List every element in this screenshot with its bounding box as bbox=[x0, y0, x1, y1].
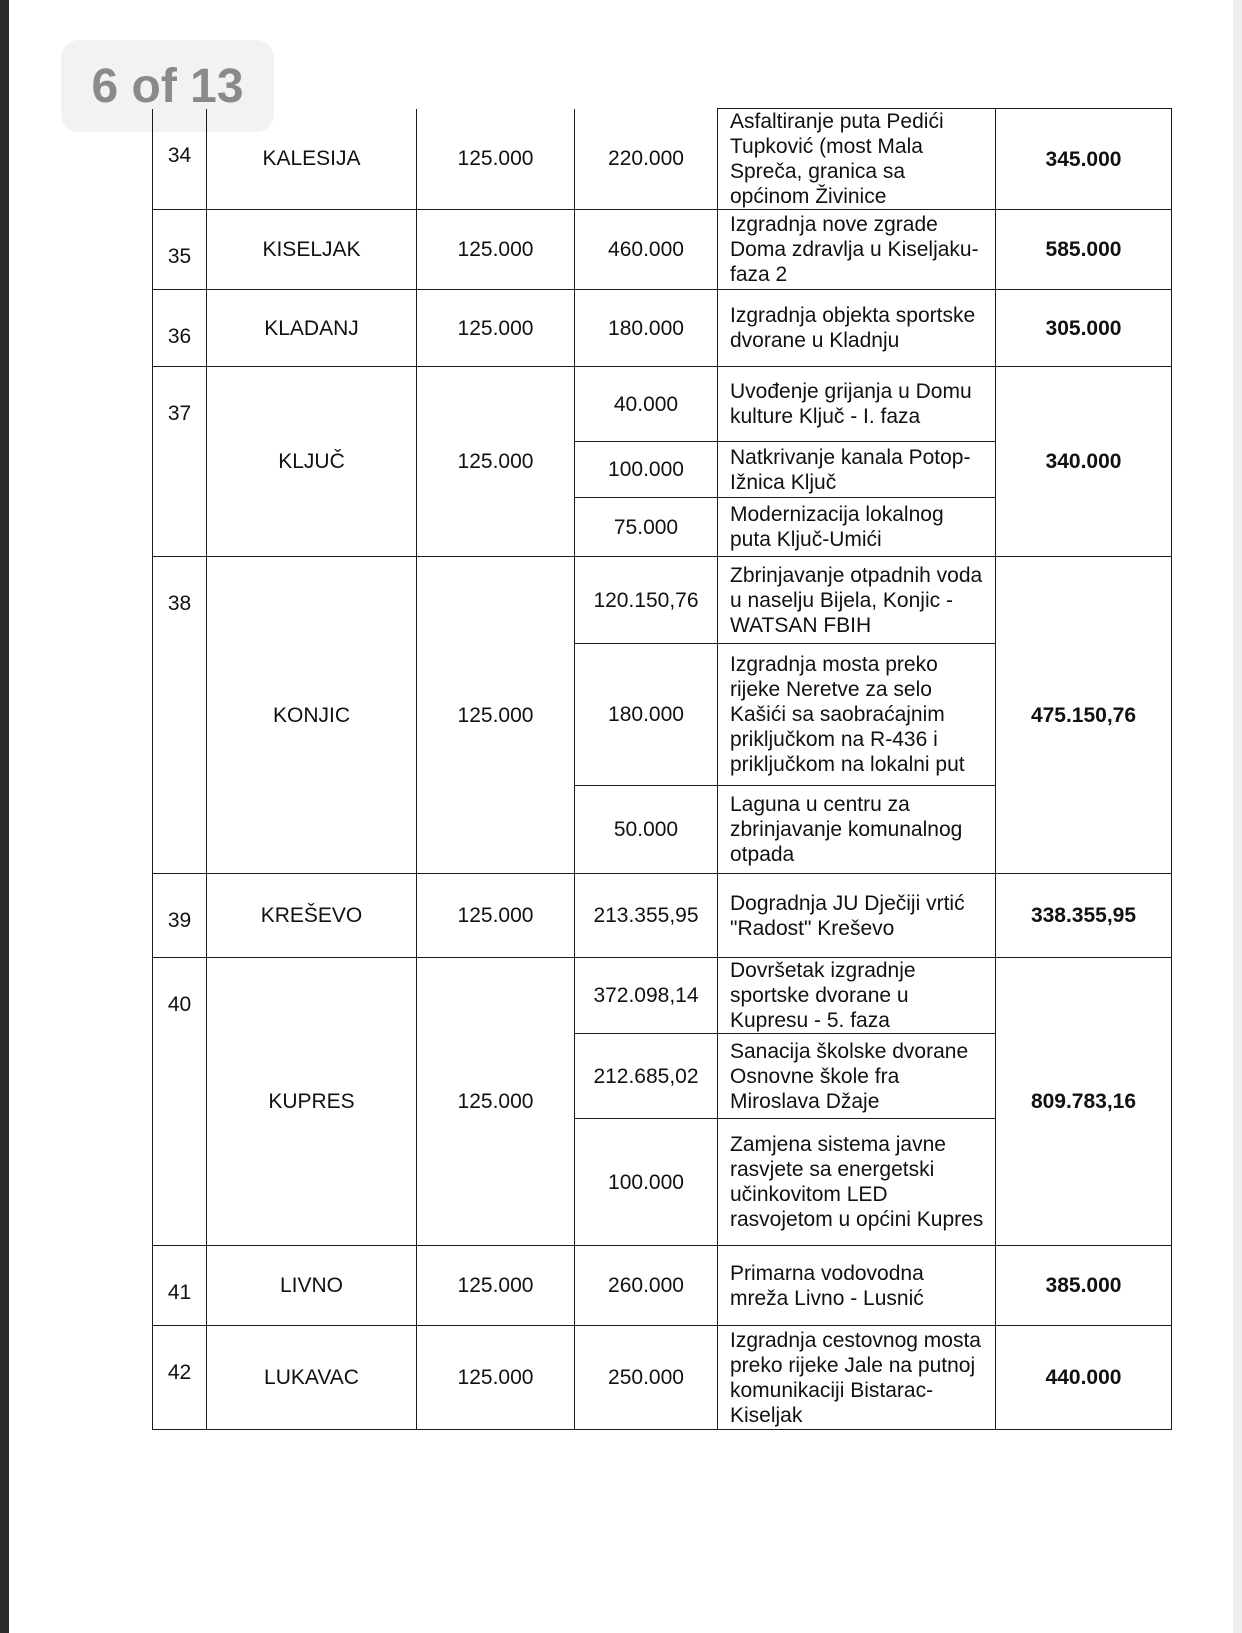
base-amount: 125.000 bbox=[417, 958, 575, 1246]
project-amount: 40.000 bbox=[575, 367, 718, 442]
project-amount: 50.000 bbox=[575, 786, 718, 874]
total-amount: 385.000 bbox=[996, 1246, 1172, 1326]
row-number: 36 bbox=[153, 290, 207, 367]
project-amount: 120.150,76 bbox=[575, 557, 718, 644]
project-amount: 100.000 bbox=[575, 442, 718, 498]
municipality-name: KONJIC bbox=[207, 557, 417, 874]
row-number: 37 bbox=[153, 367, 207, 557]
table-row bbox=[153, 109, 1172, 210]
right-edge bbox=[1233, 0, 1242, 1633]
project-amount: 212.685,02 bbox=[575, 1034, 718, 1119]
row-number: 35 bbox=[153, 210, 207, 290]
project-amount: 460.000 bbox=[575, 210, 718, 290]
municipality-name: KLJUČ bbox=[207, 367, 417, 557]
table-row bbox=[153, 958, 1172, 1034]
project-amount: 213.355,95 bbox=[575, 874, 718, 958]
base-amount: 125.000 bbox=[417, 1246, 575, 1326]
municipality-name: KUPRES bbox=[207, 958, 417, 1246]
base-amount: 125.000 bbox=[417, 557, 575, 874]
project-amount: 250.000 bbox=[575, 1326, 718, 1430]
total-amount: 340.000 bbox=[996, 367, 1172, 557]
row-number: 38 bbox=[153, 557, 207, 874]
row-number: 40 bbox=[153, 958, 207, 1246]
total-amount: 585.000 bbox=[996, 210, 1172, 290]
table-row bbox=[153, 290, 1172, 367]
base-amount: 125.000 bbox=[417, 1326, 575, 1430]
table-row bbox=[153, 874, 1172, 958]
project-description: Zbrinjavanje otpadnih voda u naselju Bijela, Konjic - WATSAN FBIH bbox=[718, 557, 996, 644]
project-description: Dogradnja JU Dječiji vrtić "Radost" Kreševo bbox=[718, 874, 996, 958]
project-amount: 100.000 bbox=[575, 1119, 718, 1246]
project-description: Zamjena sistema javne rasvjete sa energetski učinkovitom LED rasvojetom u općini Kupres bbox=[718, 1119, 996, 1246]
project-description: Izgradnja nove zgrade Doma zdravlja u Kiseljaku-faza 2 bbox=[718, 210, 996, 290]
project-amount: 260.000 bbox=[575, 1246, 718, 1326]
table-row bbox=[153, 557, 1172, 644]
total-amount: 440.000 bbox=[996, 1326, 1172, 1430]
project-description: Laguna u centru za zbrinjavanje komunalnog otpada bbox=[718, 786, 996, 874]
project-amount: 220.000 bbox=[575, 109, 718, 210]
row-number: 42 bbox=[153, 1326, 207, 1430]
document-table-wrapper[interactable] bbox=[152, 108, 1172, 1430]
municipality-name: KREŠEVO bbox=[207, 874, 417, 958]
total-amount: 475.150,76 bbox=[996, 557, 1172, 874]
row-number: 41 bbox=[153, 1246, 207, 1326]
table-row bbox=[153, 210, 1172, 290]
project-amount: 180.000 bbox=[575, 644, 718, 786]
row-number: 34 bbox=[153, 109, 207, 210]
left-edge bbox=[0, 0, 9, 1633]
table-row bbox=[153, 1326, 1172, 1430]
funding-table bbox=[152, 108, 1172, 1430]
project-amount: 180.000 bbox=[575, 290, 718, 367]
project-description: Sanacija školske dvorane Osnovne škole fra Miroslava Džaje bbox=[718, 1034, 996, 1119]
project-description: Izgradnja cestovnog mosta preko rijeke Jale na putnoj komunikaciji Bistarac-Kiseljak bbox=[718, 1326, 996, 1430]
table-row bbox=[153, 367, 1172, 442]
project-description: Asfaltiranje puta Pedići Tupković (most Mala Spreča, granica sa općinom Živinice bbox=[718, 109, 996, 210]
municipality-name: KLADANJ bbox=[207, 290, 417, 367]
base-amount: 125.000 bbox=[417, 210, 575, 290]
project-description: Izgradnja objekta sportske dvorane u Kladnju bbox=[718, 290, 996, 367]
municipality-name: KISELJAK bbox=[207, 210, 417, 290]
row-number: 39 bbox=[153, 874, 207, 958]
total-amount: 345.000 bbox=[996, 109, 1172, 210]
project-description: Modernizacija lokalnog puta Ključ-Umići bbox=[718, 498, 996, 557]
base-amount: 125.000 bbox=[417, 874, 575, 958]
project-description: Primarna vodovodna mreža Livno - Lusnić bbox=[718, 1246, 996, 1326]
municipality-name: LUKAVAC bbox=[207, 1326, 417, 1430]
page-indicator-badge: 6 of 13 bbox=[61, 40, 274, 132]
project-description: Izgradnja mosta preko rijeke Neretve za selo Kašići sa saobraćajnim priključkom na R-436 i priključkom na lokalni put bbox=[718, 644, 996, 786]
base-amount: 125.000 bbox=[417, 290, 575, 367]
municipality-name: LIVNO bbox=[207, 1246, 417, 1326]
total-amount: 809.783,16 bbox=[996, 958, 1172, 1246]
table-row bbox=[153, 1246, 1172, 1326]
project-amount: 75.000 bbox=[575, 498, 718, 557]
base-amount: 125.000 bbox=[417, 109, 575, 210]
total-amount: 338.355,95 bbox=[996, 874, 1172, 958]
total-amount: 305.000 bbox=[996, 290, 1172, 367]
project-description: Natkrivanje kanala Potop-Ižnica Ključ bbox=[718, 442, 996, 498]
municipality-name: KALESIJA bbox=[207, 109, 417, 210]
project-amount: 372.098,14 bbox=[575, 958, 718, 1034]
project-description: Uvođenje grijanja u Domu kulture Ključ - I. faza bbox=[718, 367, 996, 442]
base-amount: 125.000 bbox=[417, 367, 575, 557]
project-description: Dovršetak izgradnje sportske dvorane u Kupresu - 5. faza bbox=[718, 958, 996, 1034]
